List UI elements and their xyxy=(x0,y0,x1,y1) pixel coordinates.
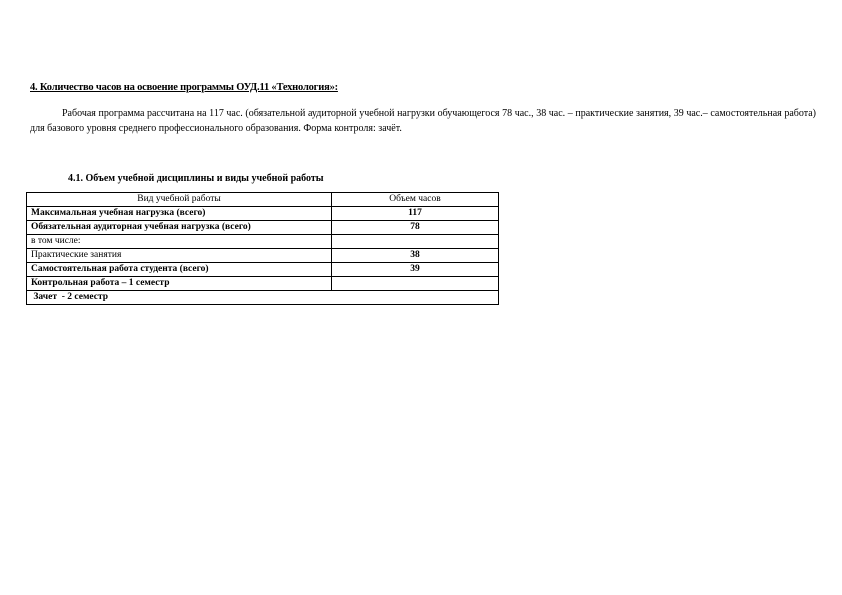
row-value: 117 xyxy=(332,207,499,221)
row-label: Обязательная аудиторная учебная нагрузка (всего) xyxy=(27,221,332,235)
table-header-row xyxy=(27,193,499,207)
section-paragraph: Рабочая программа рассчитана на 117 час. (обязательной аудиторной учебной нагрузки обучающегося 78 час., 38 час. – практические занятия, 39 час.– самостоятельная работа) для базового уровня среднего профессионального образования. Форма контроля: зачёт. xyxy=(30,108,816,134)
row-value xyxy=(332,277,499,291)
row-value: 39 xyxy=(332,263,499,277)
table-row xyxy=(27,263,499,277)
table-row xyxy=(27,291,499,305)
table-row xyxy=(27,277,499,291)
row-label: Зачет - 2 семестр xyxy=(27,291,499,305)
table-row xyxy=(27,221,499,235)
row-value: 78 xyxy=(332,221,499,235)
row-label: Самостоятельная работа студента (всего) xyxy=(27,263,332,277)
row-label: Практические занятия xyxy=(27,249,332,263)
workload-table xyxy=(26,192,499,305)
row-label: Максимальная учебная нагрузка (всего) xyxy=(27,207,332,221)
table-row xyxy=(27,207,499,221)
row-label: Контрольная работа – 1 семестр xyxy=(27,277,332,291)
row-value: 38 xyxy=(332,249,499,263)
column-header-hours: Объем часов xyxy=(332,193,499,207)
column-header-work-type: Вид учебной работы xyxy=(27,193,332,207)
table-row xyxy=(27,235,499,249)
table-title: 4.1. Объем учебной дисциплины и виды учебной работы xyxy=(68,173,324,184)
table-row xyxy=(27,249,499,263)
row-value xyxy=(332,235,499,249)
row-label: в том числе: xyxy=(27,235,332,249)
section-heading: 4. Количество часов на освоение программы ОУД.11 «Технология»: xyxy=(30,82,338,93)
